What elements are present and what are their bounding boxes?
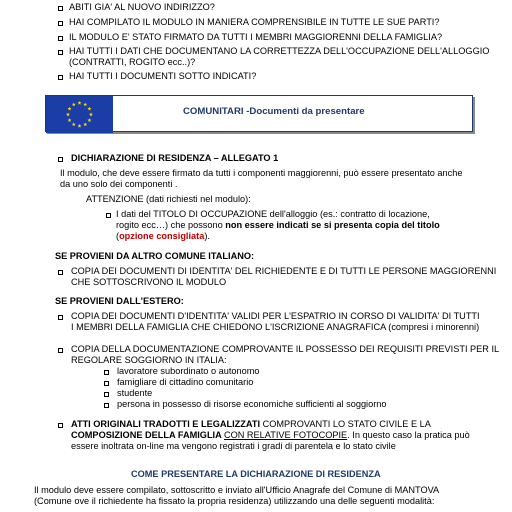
estero-item-b-line2: REGOLARE SOGGIORNO IN ITALIA: — [71, 355, 227, 365]
checklist-item: HAI TUTTI I DOCUMENTI SOTTO INDICATI? — [69, 71, 257, 81]
eu-star-icon — [83, 122, 87, 126]
eu-star-icon — [78, 124, 82, 128]
estero-item-a-line2: I MEMBRI DELLA FAMIGLIA CHE CHIEDONO L'ISCRIZIONE ANAGRAFICA (compresi i minorenni) — [71, 322, 480, 332]
requisito-item: persona in possesso di risorse economiche sufficienti al soggiorno — [117, 399, 387, 409]
dichiarazione-paragraph: Il modulo, che deve essere firmato da tutti i componenti maggiorenni, può essere presentato anche — [60, 168, 463, 178]
banner-title-band — [113, 96, 472, 133]
checklist-item-continued: (CONTRATTI, ROGITO ecc..)? — [69, 57, 196, 67]
atti-originali-bold: ATTI ORIGINALI TRADOTTI E LEGALIZZATI — [71, 419, 261, 429]
eu-star-icon — [78, 101, 82, 105]
eu-star-icon — [87, 118, 91, 122]
checkbox-bullet — [104, 370, 109, 375]
italiano-heading: SE PROVIENI DA ALTRO COMUNE ITALIANO: — [55, 251, 255, 261]
eu-star-icon — [68, 107, 72, 111]
checklist-item: HAI TUTTI I DATI CHE DOCUMENTANO LA CORRETTEZZA DELL'OCCUPAZIONE DELL'ALLOGGIO — [69, 46, 490, 56]
titolo-item-text: rogito ecc…) che possono — [116, 220, 226, 230]
estero-item-c-line2 — [71, 430, 470, 441]
checklist-item: IL MODULO E' STATO FIRMATO DA TUTTI I MEMBRI MAGGIORENNI DELLA FAMIGLIA? — [69, 32, 443, 42]
checkbox-bullet — [58, 50, 63, 55]
titolo-item-line1: I dati del TITOLO DI OCCUPAZIONE dell'alloggio (es.: contratto di locazione, — [116, 209, 430, 219]
estero-item-c-line1 — [71, 419, 431, 430]
checkbox-bullet — [106, 213, 111, 218]
estero-item-c-text: COMPROVANTI LO STATO CIVILE E LA — [260, 419, 431, 429]
checkbox-bullet — [58, 423, 63, 428]
titolo-item-text: ). — [204, 231, 210, 241]
estero-heading: SE PROVIENI DALL'ESTERO: — [55, 296, 184, 306]
fotocopie-underlined: CON RELATIVE FOTOCOPIE — [223, 430, 348, 440]
eu-flag-icon — [46, 96, 113, 133]
checkbox-bullet — [58, 157, 63, 162]
titolo-item-line3 — [116, 231, 210, 242]
eu-star-icon — [72, 122, 76, 126]
eu-star-icon — [68, 118, 72, 122]
eu-star-icon — [66, 112, 70, 116]
requisito-item: studente — [117, 388, 153, 398]
checkbox-bullet — [58, 348, 63, 353]
checkbox-bullet — [104, 403, 109, 408]
estero-item-c-text: . In questo caso la pratica può — [347, 430, 470, 440]
titolo-item-text: ( — [116, 231, 120, 241]
titolo-item-line2 — [116, 220, 440, 231]
italiano-item-line2: CHE SOTTOSCRIVONO IL MODULO — [71, 277, 227, 287]
italiano-item-line1: COPIA DEI DOCUMENTI DI IDENTITA' DEL RICHIEDENTE E DI TUTTI LE PERSONE MAGGIORENNI — [71, 266, 497, 276]
come-presentare-paragraph: Il modulo deve essere compilato, sottoscritto e inviato all'Ufficio Anagrafe del Comune di MANTOVA — [34, 485, 440, 495]
estero-item-a-line1: COPIA DEI DOCUMENTI D'IDENTITA' VALIDI PER L'ESPATRIO IN CORSO DI VALIDITA' DI TUTTI — [71, 311, 480, 321]
checkbox-bullet — [58, 270, 63, 275]
come-presentare-paragraph-continued: (Comune ove il richiedente ha fissato la propria residenza) utilizzando una delle seguenti modalità: — [34, 496, 435, 506]
eu-star-icon — [83, 102, 87, 106]
requisito-item: lavoratore subordinato o autonomo — [117, 366, 260, 376]
opzione-consigliata-highlight: opzione consigliata — [119, 231, 205, 241]
checkbox-bullet — [58, 315, 63, 320]
checkbox-bullet — [104, 381, 109, 386]
checkbox-bullet — [58, 75, 63, 80]
eu-star-icon — [72, 102, 76, 106]
checkbox-bullet — [58, 6, 63, 11]
eu-star-icon — [87, 107, 91, 111]
requisito-item: famigliare di cittadino comunitario — [117, 377, 254, 387]
banner-title: COMUNITARI -Documenti da presentare — [183, 106, 365, 117]
checkbox-bullet — [104, 392, 109, 397]
checkbox-bullet — [58, 36, 63, 41]
dichiarazione-paragraph-continued: da uno solo dei componenti . — [60, 179, 178, 189]
titolo-item-bold: non essere indicati se si presenta copia del titolo — [225, 220, 440, 230]
checklist-item: HAI COMPILATO IL MODULO IN MANIERA COMPRENSIBILE IN TUTTE LE SUE PARTI? — [69, 17, 440, 27]
estero-item-c-line3: essere inoltrata on-line ma vengono registrati i gradi di parentela e lo stato civile — [71, 441, 396, 451]
checkbox-bullet — [58, 21, 63, 26]
eu-stars-icon — [46, 96, 113, 133]
attenzione-label: ATTENZIONE (dati richiesti nel modulo): — [86, 194, 251, 204]
dichiarazione-heading: DICHIARAZIONE DI RESIDENZA – ALLEGATO 1 — [71, 153, 279, 163]
composizione-bold: COMPOSIZIONE DELLA FAMIGLIA — [71, 430, 224, 440]
estero-item-b-line1: COPIA DELLA DOCUMENTAZIONE COMPROVANTE IL POSSESSO DEI REQUISITI PREVISTI PER IL — [71, 344, 500, 354]
comunitari-banner — [45, 95, 473, 132]
eu-star-icon — [89, 112, 93, 116]
checklist-item: ABITI GIA' AL NUOVO INDIRIZZO? — [69, 2, 215, 12]
come-presentare-heading: COME PRESENTARE LA DICHIARAZIONE DI RESIDENZA — [131, 469, 381, 479]
